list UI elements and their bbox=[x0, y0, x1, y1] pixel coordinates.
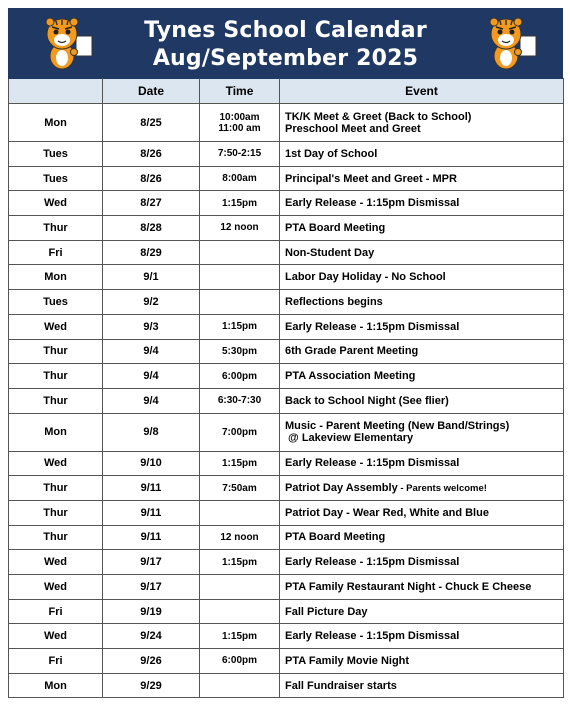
event-cell: 6th Grade Parent Meeting bbox=[280, 339, 564, 364]
date-cell: 9/19 bbox=[103, 599, 200, 624]
time-cell bbox=[200, 240, 280, 265]
table-row bbox=[9, 265, 564, 290]
date-cell: 8/28 bbox=[103, 216, 200, 241]
event-line: @ Lakeview Elementary bbox=[285, 432, 414, 445]
time-line: 11:00 am bbox=[218, 122, 261, 134]
date-cell: 8/26 bbox=[103, 142, 200, 167]
time-cell: 1:15pm bbox=[200, 191, 280, 216]
event-cell: Patriot Day - Wear Red, White and Blue bbox=[280, 500, 564, 525]
date-cell: 9/26 bbox=[103, 649, 200, 674]
time-cell bbox=[200, 575, 280, 600]
time-cell bbox=[200, 599, 280, 624]
date-cell: 8/29 bbox=[103, 240, 200, 265]
event-text: Patriot Day Assembly bbox=[285, 482, 398, 495]
date-cell: 9/4 bbox=[103, 339, 200, 364]
event-cell bbox=[280, 413, 564, 451]
table-row bbox=[9, 649, 564, 674]
event-cell: PTA Association Meeting bbox=[280, 364, 564, 389]
event-cell: PTA Family Movie Night bbox=[280, 649, 564, 674]
event-cell: Early Release - 1:15pm Dismissal bbox=[280, 191, 564, 216]
event-cell: Fall Picture Day bbox=[280, 599, 564, 624]
event-cell bbox=[280, 476, 564, 501]
day-cell: Thur bbox=[9, 339, 103, 364]
date-cell: 9/17 bbox=[103, 575, 200, 600]
day-cell: Thur bbox=[9, 216, 103, 241]
time-cell: 1:15pm bbox=[200, 550, 280, 575]
event-cell: Early Release - 1:15pm Dismissal bbox=[280, 624, 564, 649]
event-line: Preschool Meet and Greet bbox=[285, 122, 421, 135]
date-cell: 9/2 bbox=[103, 290, 200, 315]
table-row bbox=[9, 624, 564, 649]
event-note: - Parents welcome! bbox=[397, 483, 487, 495]
time-cell: 12 noon bbox=[200, 525, 280, 550]
event-cell: 1st Day of School bbox=[280, 142, 564, 167]
table-row bbox=[9, 191, 564, 216]
table-row bbox=[9, 451, 564, 476]
table-row bbox=[9, 500, 564, 525]
day-cell: Tues bbox=[9, 290, 103, 315]
day-cell: Thur bbox=[9, 364, 103, 389]
time-cell bbox=[200, 500, 280, 525]
day-cell: Wed bbox=[9, 575, 103, 600]
day-cell: Wed bbox=[9, 451, 103, 476]
date-cell: 9/11 bbox=[103, 476, 200, 501]
event-cell bbox=[280, 104, 564, 142]
event-cell: Principal's Meet and Greet - MPR bbox=[280, 166, 564, 191]
calendar-header bbox=[8, 8, 563, 78]
date-cell: 9/8 bbox=[103, 413, 200, 451]
event-line: Music - Parent Meeting (New Band/Strings) bbox=[285, 420, 510, 433]
table-row bbox=[9, 104, 564, 142]
event-cell: Back to School Night (See flier) bbox=[280, 388, 564, 413]
time-cell bbox=[200, 290, 280, 315]
day-cell: Thur bbox=[9, 476, 103, 501]
table-row bbox=[9, 599, 564, 624]
table-row bbox=[9, 550, 564, 575]
time-cell: 6:30-7:30 bbox=[200, 388, 280, 413]
time-cell: 1:15pm bbox=[200, 314, 280, 339]
date-cell: 8/26 bbox=[103, 166, 200, 191]
day-cell: Fri bbox=[9, 240, 103, 265]
day-cell: Wed bbox=[9, 550, 103, 575]
date-cell: 8/25 bbox=[103, 104, 200, 142]
table-row bbox=[9, 314, 564, 339]
tiger-mascot-icon bbox=[480, 14, 542, 76]
table-row bbox=[9, 364, 564, 389]
table-row bbox=[9, 142, 564, 167]
time-cell: 6:00pm bbox=[200, 364, 280, 389]
day-cell: Thur bbox=[9, 388, 103, 413]
date-cell: 9/11 bbox=[103, 500, 200, 525]
time-cell: 7:50-2:15 bbox=[200, 142, 280, 167]
day-cell: Mon bbox=[9, 413, 103, 451]
date-cell: 9/24 bbox=[103, 624, 200, 649]
day-cell: Tues bbox=[9, 142, 103, 167]
day-cell: Fri bbox=[9, 599, 103, 624]
table-row bbox=[9, 166, 564, 191]
time-cell: 6:00pm bbox=[200, 649, 280, 674]
time-cell bbox=[200, 673, 280, 698]
day-cell: Thur bbox=[9, 500, 103, 525]
event-cell: Reflections begins bbox=[280, 290, 564, 315]
event-cell: Fall Fundraiser starts bbox=[280, 673, 564, 698]
date-cell: 9/3 bbox=[103, 314, 200, 339]
table-row bbox=[9, 476, 564, 501]
calendar-table bbox=[8, 78, 564, 698]
event-cell: Early Release - 1:15pm Dismissal bbox=[280, 314, 564, 339]
day-cell: Mon bbox=[9, 104, 103, 142]
table-row bbox=[9, 216, 564, 241]
table-row bbox=[9, 673, 564, 698]
table-row bbox=[9, 339, 564, 364]
date-cell: 9/11 bbox=[103, 525, 200, 550]
event-cell: Labor Day Holiday - No School bbox=[280, 265, 564, 290]
event-cell: Early Release - 1:15pm Dismissal bbox=[280, 550, 564, 575]
column-header-date: Date bbox=[103, 79, 200, 104]
column-header-time: Time bbox=[200, 79, 280, 104]
time-cell bbox=[200, 104, 280, 142]
calendar-subtitle: Aug/September 2025 bbox=[152, 46, 419, 71]
time-cell: 12 noon bbox=[200, 216, 280, 241]
table-row bbox=[9, 525, 564, 550]
time-cell bbox=[200, 265, 280, 290]
event-cell: PTA Board Meeting bbox=[280, 216, 564, 241]
day-cell: Mon bbox=[9, 673, 103, 698]
time-line: 10:00am bbox=[219, 111, 260, 123]
time-cell: 7:50am bbox=[200, 476, 280, 501]
date-cell: 9/17 bbox=[103, 550, 200, 575]
day-cell: Fri bbox=[9, 649, 103, 674]
day-cell: Wed bbox=[9, 191, 103, 216]
date-cell: 9/4 bbox=[103, 388, 200, 413]
day-cell: Thur bbox=[9, 525, 103, 550]
date-cell: 9/4 bbox=[103, 364, 200, 389]
table-row bbox=[9, 413, 564, 451]
time-cell: 8:00am bbox=[200, 166, 280, 191]
time-cell: 1:15pm bbox=[200, 451, 280, 476]
table-row bbox=[9, 575, 564, 600]
table-row bbox=[9, 290, 564, 315]
date-cell: 9/1 bbox=[103, 265, 200, 290]
table-row bbox=[9, 240, 564, 265]
calendar-title: Tynes School Calendar bbox=[144, 18, 427, 43]
date-cell: 9/10 bbox=[103, 451, 200, 476]
day-cell: Mon bbox=[9, 265, 103, 290]
column-header-row bbox=[9, 79, 564, 104]
date-cell: 8/27 bbox=[103, 191, 200, 216]
column-header-event: Event bbox=[280, 79, 564, 104]
day-cell: Tues bbox=[9, 166, 103, 191]
event-cell: Non-Student Day bbox=[280, 240, 564, 265]
time-cell: 5:30pm bbox=[200, 339, 280, 364]
time-cell: 1:15pm bbox=[200, 624, 280, 649]
event-cell: Early Release - 1:15pm Dismissal bbox=[280, 451, 564, 476]
event-cell: PTA Family Restaurant Night - Chuck E Cheese bbox=[280, 575, 564, 600]
event-line: TK/K Meet & Greet (Back to School) bbox=[285, 110, 472, 123]
table-row bbox=[9, 388, 564, 413]
column-header-day bbox=[9, 79, 103, 104]
date-cell: 9/29 bbox=[103, 673, 200, 698]
day-cell: Wed bbox=[9, 314, 103, 339]
day-cell: Wed bbox=[9, 624, 103, 649]
event-cell: PTA Board Meeting bbox=[280, 525, 564, 550]
time-cell: 7:00pm bbox=[200, 413, 280, 451]
